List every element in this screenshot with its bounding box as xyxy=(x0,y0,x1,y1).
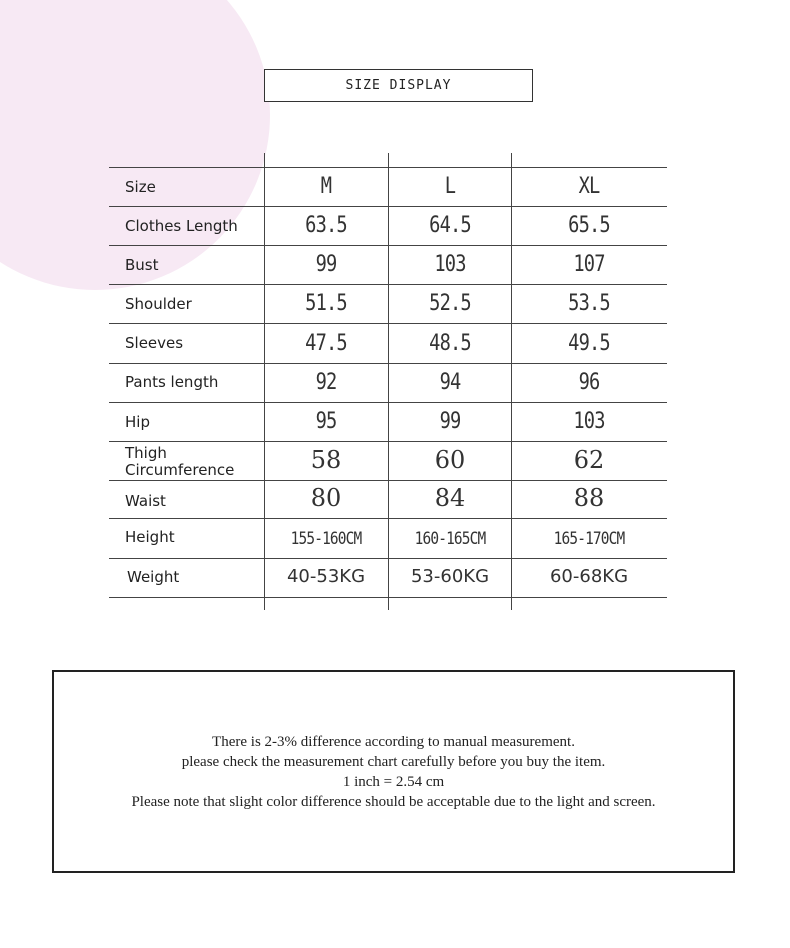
table-cell: 160-165CM xyxy=(414,529,486,549)
note-line: please check the measurement chart carefully before you buy the item. xyxy=(181,753,606,770)
table-cell: 52.5 xyxy=(429,291,471,316)
header-size-m: M xyxy=(320,174,332,199)
note-line: 1 inch = 2.54 cm xyxy=(342,773,445,790)
table-cell: 99 xyxy=(439,409,461,434)
row-label: Waist xyxy=(125,492,166,510)
table-cell: 99 xyxy=(315,252,337,277)
table-column-divider xyxy=(264,153,265,610)
row-label: Clothes Length xyxy=(125,217,238,235)
table-cell: 94 xyxy=(439,370,461,395)
row-label-line1: Thigh xyxy=(125,444,167,462)
table-cell: 88 xyxy=(573,484,605,512)
table-cell: 63.5 xyxy=(305,213,347,238)
table-cell: 53-60KG xyxy=(410,566,490,587)
table-cell: 60-68KG xyxy=(549,566,629,587)
table-cell: 58 xyxy=(310,446,342,474)
table-cell: 95 xyxy=(315,409,337,434)
table-cell: 165-170CM xyxy=(553,529,625,549)
table-cell: 103 xyxy=(573,409,605,434)
row-label: Sleeves xyxy=(125,334,184,352)
table-column-divider xyxy=(388,153,389,610)
table-cell: 92 xyxy=(315,370,337,395)
table-cell: 80 xyxy=(310,484,342,512)
table-cell: 62 xyxy=(573,446,605,474)
row-label-line2: Circumference xyxy=(125,461,235,479)
row-label: Weight xyxy=(127,568,180,586)
table-cell: 64.5 xyxy=(429,213,471,238)
note-line: Please note that slight color difference should be acceptable due to the light and screen. xyxy=(131,793,656,810)
size-display-title: SIZE DISPLAY xyxy=(264,69,533,102)
table-cell: 47.5 xyxy=(305,331,347,356)
table-cell: 51.5 xyxy=(305,291,347,316)
table-cell: 155-160CM xyxy=(290,529,362,549)
header-size-label: Size xyxy=(125,178,156,196)
row-label: Hip xyxy=(125,413,150,431)
table-cell: 53.5 xyxy=(568,291,610,316)
row-label: Height xyxy=(125,528,175,546)
table-cell: 96 xyxy=(578,370,600,395)
table-cell: 84 xyxy=(434,484,466,512)
table-column-divider xyxy=(511,153,512,610)
row-label: Bust xyxy=(125,256,159,274)
header-size-l: L xyxy=(444,174,456,199)
table-cell: 49.5 xyxy=(568,331,610,356)
row-label: Shoulder xyxy=(125,295,192,313)
row-label: Pants length xyxy=(125,373,219,391)
measurement-note xyxy=(52,670,735,873)
table-cell: 48.5 xyxy=(429,331,471,356)
table-cell: 40-53KG xyxy=(286,566,366,587)
table-cell: 103 xyxy=(434,252,466,277)
table-cell: 60 xyxy=(434,446,466,474)
header-size-xl: XL xyxy=(578,174,600,199)
note-line: There is 2-3% difference according to manual measurement. xyxy=(212,733,575,750)
table-cell: 107 xyxy=(573,252,605,277)
table-cell: 65.5 xyxy=(568,213,610,238)
